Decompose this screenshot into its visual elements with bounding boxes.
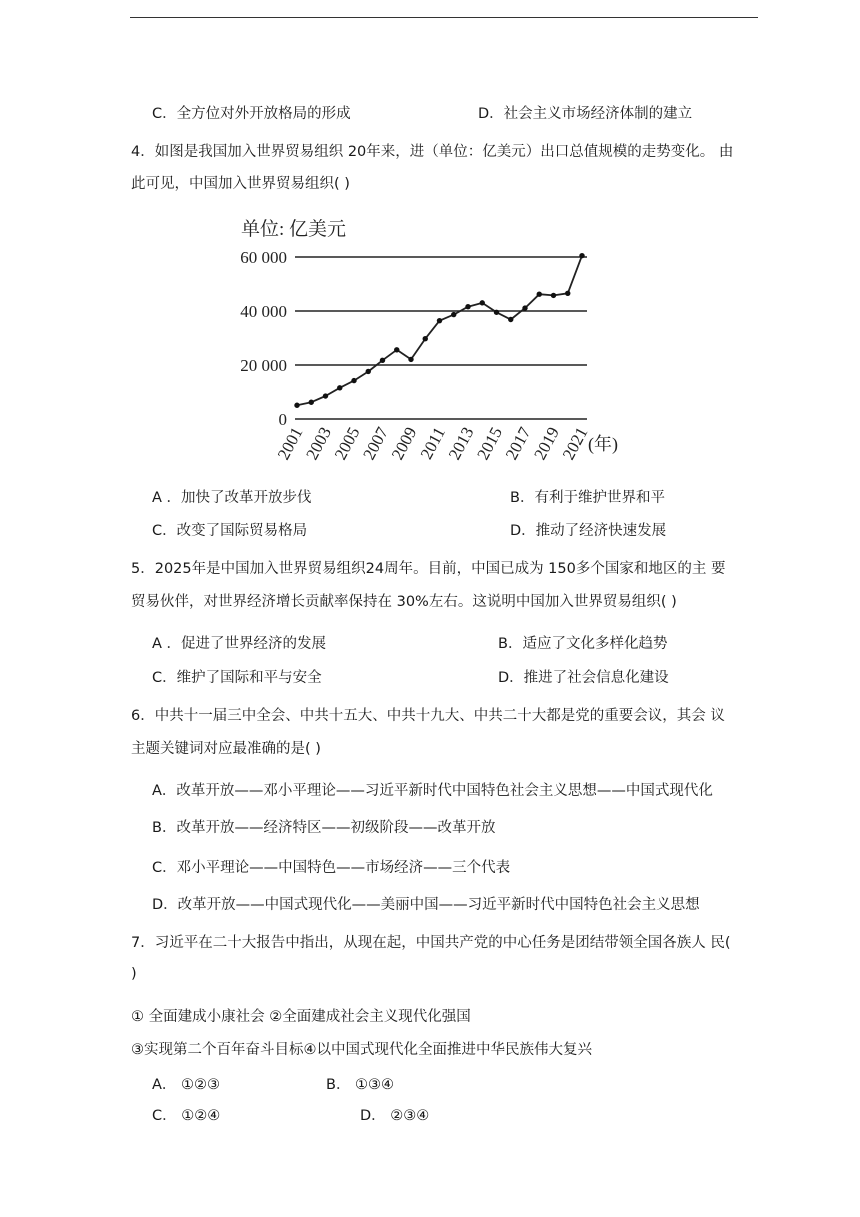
data-point — [465, 304, 470, 309]
data-point — [351, 378, 356, 383]
data-point — [508, 317, 513, 322]
data-point — [551, 293, 556, 298]
data-point — [494, 310, 499, 315]
x-tick-label: 2011 — [416, 423, 450, 463]
q4-option-d: D．推动了经济快速发展 — [510, 523, 667, 539]
data-point — [294, 403, 299, 408]
data-point — [537, 291, 542, 296]
q6-stem-line-2: 主题关键词对应最准确的是( ) — [131, 741, 321, 757]
data-point — [579, 253, 584, 258]
series-line — [297, 256, 582, 406]
chart-x-axis-unit: (年) — [588, 434, 618, 454]
x-tick-label: 2017 — [501, 423, 535, 463]
q7-stem-line-1: 7．习近平在二十大报告中指出，从现在起，中国共产党的中心任务是团结带领全国各族人 民( — [131, 935, 731, 951]
q6-option-a: A．改革开放——邓小平理论——习近平新时代中国特色社会主义思想——中国式现代化 — [152, 783, 713, 799]
data-point — [366, 369, 371, 374]
q4-stem-line-2: 此可见，中国加入世界贸易组织( ) — [131, 176, 350, 192]
q7-option-c: C． ①②④ — [152, 1108, 221, 1124]
q3-option-d: D．社会主义市场经济体制的建立 — [478, 106, 693, 122]
y-tick-label: 0 — [278, 410, 287, 429]
x-tick-label: 2013 — [444, 423, 478, 463]
q7-option-a: A． ①②③ — [152, 1077, 221, 1093]
x-tick-label: 2001 — [273, 423, 307, 463]
data-point — [451, 312, 456, 317]
y-tick-label: 60 000 — [240, 248, 287, 267]
data-point — [309, 400, 314, 405]
export-import-chart — [225, 210, 645, 480]
q4-option-b: B．有利于维护世界和平 — [510, 490, 665, 506]
data-point — [323, 393, 328, 398]
x-tick-label: 2015 — [473, 423, 507, 463]
chart-svg — [225, 210, 645, 480]
y-tick-label: 40 000 — [240, 302, 287, 321]
q4-option-c: C．改变了国际贸易格局 — [152, 523, 308, 539]
y-tick-label: 20 000 — [240, 356, 287, 375]
q5-option-c: C．维护了国际和平与安全 — [152, 670, 322, 686]
data-point — [480, 300, 485, 305]
q5-stem-line-2: 贸易伙伴，对世界经济增长贡献率保持在 30%左右。这说明中国加入世界贸易组织( ) — [131, 594, 677, 610]
data-point — [423, 336, 428, 341]
header-rule — [130, 17, 758, 18]
data-point — [522, 305, 527, 310]
q4-stem-line-1: 4．如图是我国加入世界贸易组织 20年来，进（单位：亿美元）出口总值规模的走势变化。 由 — [131, 144, 734, 160]
q5-stem-line-1: 5．2025年是中国加入世界贸易组织24周年。目前，中国已成为 150多个国家和地区的主 要 — [131, 561, 726, 577]
q5-option-b: B．适应了文化多样化趋势 — [498, 636, 668, 652]
q6-option-d: D．改革开放——中国式现代化——美丽中国——习近平新时代中国特色社会主义思想 — [152, 897, 700, 913]
q3-option-c: C．全方位对外开放格局的形成 — [152, 106, 351, 122]
q5-option-a: A ．促进了世界经济的发展 — [152, 636, 327, 652]
q6-option-c: C．邓小平理论——中国特色——市场经济——三个代表 — [152, 860, 511, 876]
chart-title: 单位: 亿美元 — [241, 219, 347, 240]
data-point — [565, 291, 570, 296]
data-point — [380, 358, 385, 363]
data-point — [437, 318, 442, 323]
x-tick-label: 2007 — [359, 423, 393, 463]
x-tick-label: 2003 — [302, 423, 336, 463]
q7-items-line-2: ③实现第二个百年奋斗目标④以中国式现代化全面推进中华民族伟大复兴 — [131, 1042, 592, 1058]
q7-items-line-1: ① 全面建成小康社会 ②全面建成社会主义现代化强国 — [131, 1009, 471, 1025]
q4-option-a: A ．加快了改革开放步伐 — [152, 490, 312, 506]
data-point — [337, 385, 342, 390]
data-point — [394, 347, 399, 352]
q5-option-d: D．推进了社会信息化建设 — [498, 670, 669, 686]
q7-option-b: B． ①③④ — [326, 1077, 395, 1093]
data-point — [408, 357, 413, 362]
x-tick-label: 2009 — [387, 423, 421, 463]
q7-option-d: D． ②③④ — [360, 1108, 430, 1124]
q6-option-b: B．改革开放——经济特区——初级阶段——改革开放 — [152, 820, 496, 836]
x-tick-label: 2005 — [330, 423, 364, 463]
q6-stem-line-1: 6．中共十一届三中全会、中共十五大、中共十九大、中共二十大都是党的重要会议，其会 议 — [131, 708, 725, 724]
q7-stem-line-2: ) — [131, 966, 137, 982]
x-tick-label: 2019 — [530, 423, 564, 463]
x-tick-label: 2021 — [558, 423, 592, 463]
